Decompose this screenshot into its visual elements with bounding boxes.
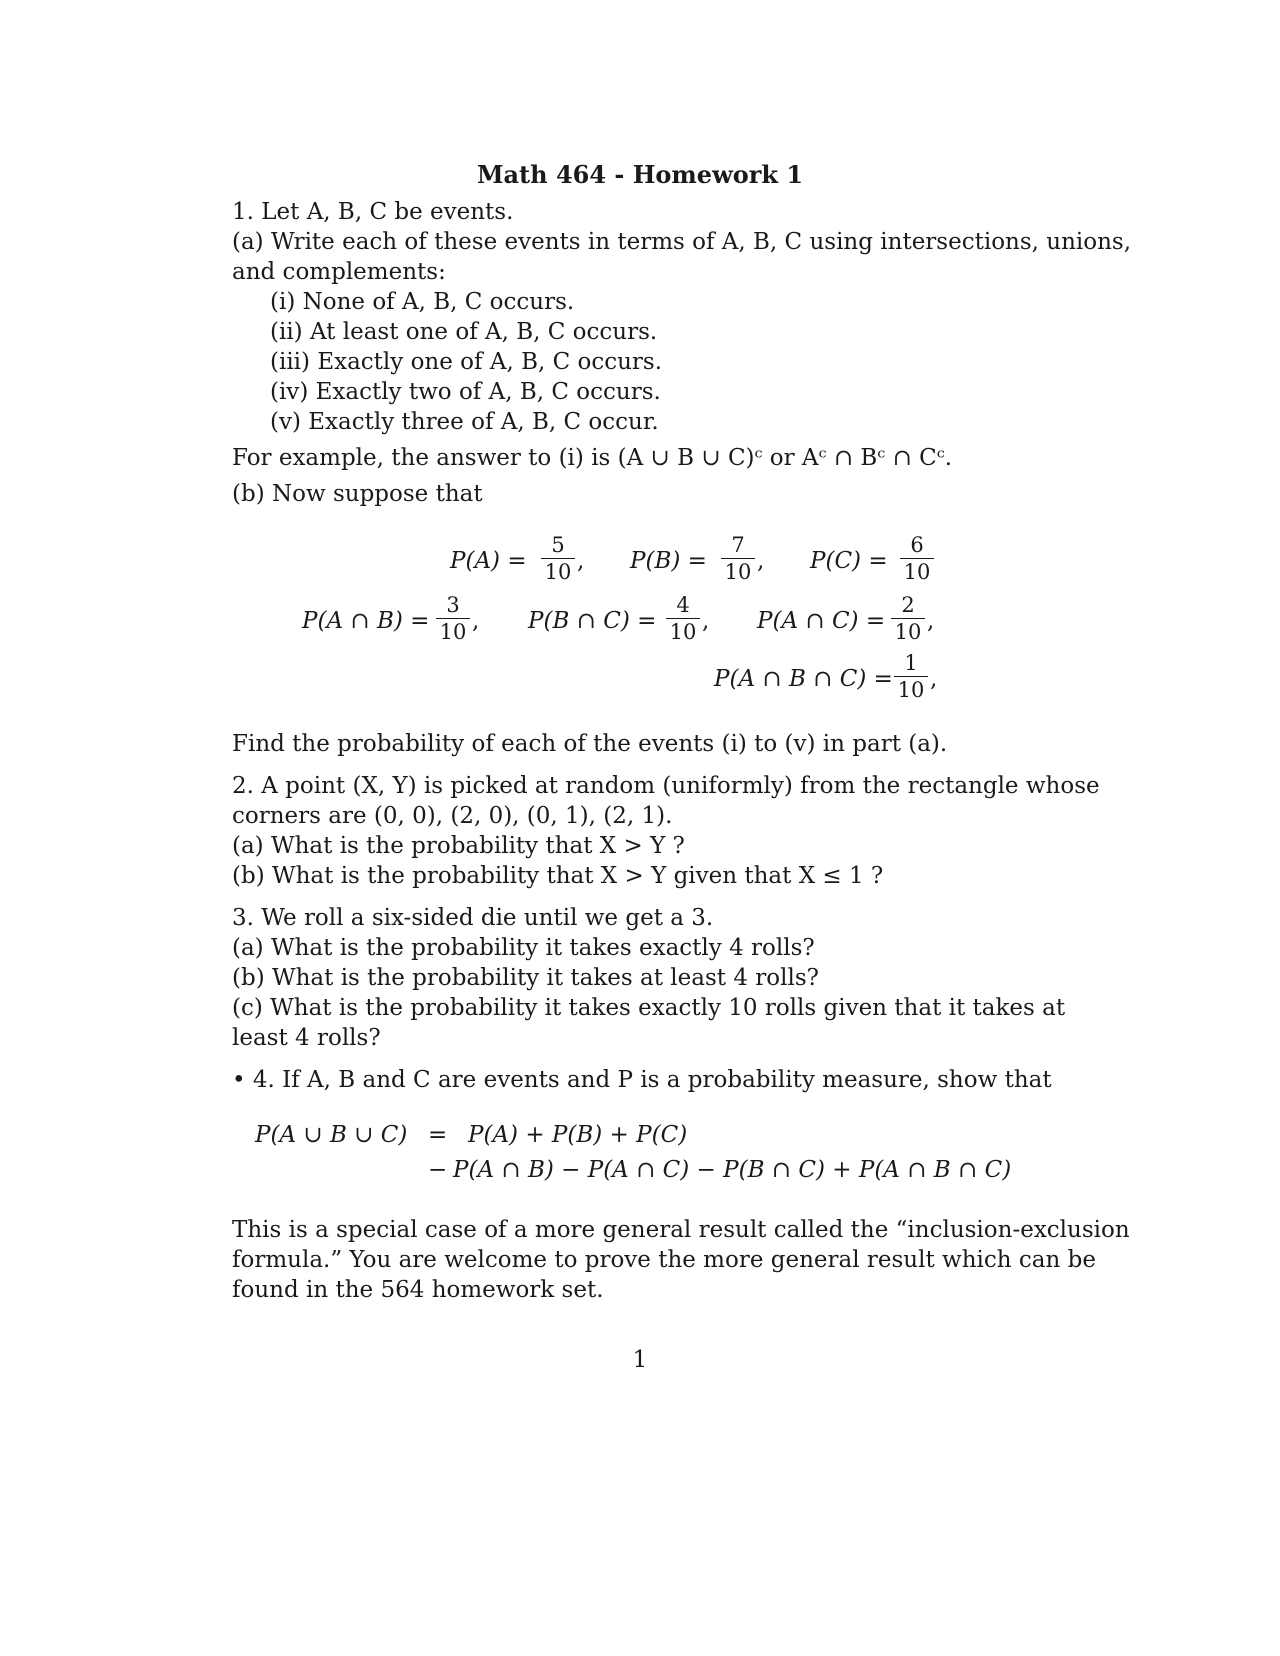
page-title: Math 464 - Homework 1 [476,160,804,189]
prob-ab-num: 3 [446,593,460,617]
item-ii: (ii) At least one of A, B, C occurs. [270,319,658,345]
closing-line-2: formula.” You are welcome to prove the more general result which can be [232,1247,1096,1273]
prob-ac-den: 10 [894,620,922,644]
question-1: 1. Let A, B, C be events. [232,199,514,225]
prob-b-den: 10 [724,560,752,584]
prob-ac-label: P(A ∩ C) = [757,608,886,634]
item-iv: (iv) Exactly two of A, B, C occurs. [270,379,661,405]
question-3c-line-1: (c) What is the probability it takes exactly 10 rolls given that it takes at [232,995,1066,1021]
formula-lhs: P(A ∪ B ∪ C) [255,1122,408,1148]
prob-b-tail: , [757,548,765,574]
question-2-line-1: 2. A point (X, Y) is picked at random (uniformly) from the rectangle whose [232,773,1100,799]
closing-line-1: This is a special case of a more general result called the “inclusion-exclusion [232,1217,1130,1243]
prob-c-den: 10 [903,560,931,584]
prob-a-tail: , [577,548,585,574]
question-3a: (a) What is the probability it takes exactly 4 rolls? [232,935,815,961]
formula-rhs-2: P(A ∩ B) − P(A ∩ C) − P(B ∩ C) + P(A ∩ B ∩ C) [453,1157,1012,1183]
prob-abc-den: 10 [897,678,925,702]
prob-abc-label: P(A ∩ B ∩ C) = [714,666,893,692]
question-2-line-2: corners are (0, 0), (2, 0), (0, 1), (2, 1). [232,803,673,829]
prob-bc-fraction [663,592,703,645]
prob-c-num: 6 [910,533,924,557]
prob-a-label: P(A) = [450,548,527,574]
question-4: • 4. If A, B and C are events and P is a probability measure, show that [232,1067,1052,1093]
item-iii: (iii) Exactly one of A, B, C occurs. [270,349,663,375]
prob-ab-tail: , [472,608,480,634]
question-1a-line-1: (a) Write each of these events in terms of A, B, C using intersections, unions, [232,229,1132,255]
prob-b-num: 7 [731,533,745,557]
formula-rhs-1: P(A) + P(B) + P(C) [468,1122,688,1148]
find-text: Find the probability of each of the events (i) to (v) in part (a). [232,731,948,757]
closing-line-3: found in the 564 homework set. [232,1277,604,1303]
prob-bc-den: 10 [669,620,697,644]
question-3: 3. We roll a six-sided die until we get a 3. [232,905,714,931]
prob-b-label: P(B) = [630,548,707,574]
prob-ab-fraction [433,592,473,645]
prob-ac-num: 2 [901,593,915,617]
question-1a-line-2: and complements: [232,259,446,285]
formula-equals: = [428,1122,448,1148]
question-3c-line-2: least 4 rolls? [232,1025,381,1051]
example-text: For example, the answer to (i) is (A ∪ B ∪ C)ᶜ or Aᶜ ∩ Bᶜ ∩ Cᶜ. [232,445,953,471]
item-v: (v) Exactly three of A, B, C occur. [270,409,659,435]
prob-a-num: 5 [551,533,565,557]
prob-abc-fraction [891,650,931,703]
prob-bc-num: 4 [676,593,690,617]
prob-a-fraction [538,532,578,585]
prob-abc-num: 1 [904,651,918,675]
prob-c-label: P(C) = [810,548,888,574]
page-number: 1 [632,1347,648,1373]
prob-ab-label: P(A ∩ B) = [302,608,430,634]
question-2a: (a) What is the probability that X > Y ? [232,833,685,859]
prob-ab-den: 10 [439,620,467,644]
prob-b-fraction [718,532,758,585]
prob-c-fraction [897,532,937,585]
prob-ac-tail: , [927,608,935,634]
prob-ac-fraction [888,592,928,645]
prob-bc-label: P(B ∩ C) = [528,608,657,634]
formula-minus: − [428,1157,448,1183]
question-3b: (b) What is the probability it takes at least 4 rolls? [232,965,819,991]
item-i: (i) None of A, B, C occurs. [270,289,575,315]
prob-a-den: 10 [544,560,572,584]
question-1b: (b) Now suppose that [232,481,483,507]
question-2b: (b) What is the probability that X > Y given that X ≤ 1 ? [232,863,884,889]
prob-abc-tail: , [930,666,938,692]
prob-bc-tail: , [702,608,710,634]
